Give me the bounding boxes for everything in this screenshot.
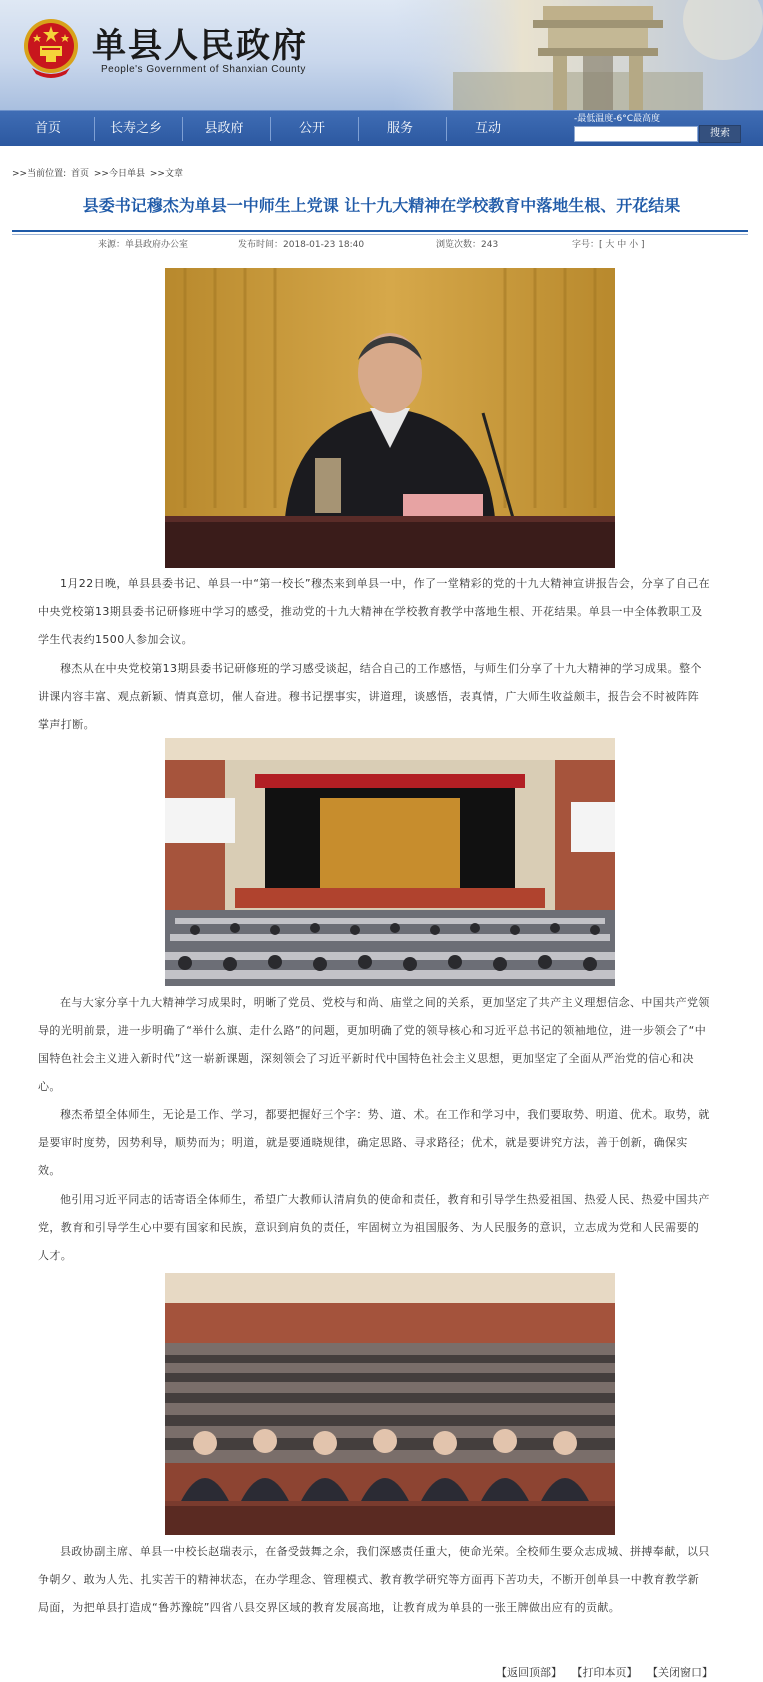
back-to-top-link[interactable]: 【返回顶部】 (496, 1666, 562, 1679)
nav-divider (446, 117, 447, 141)
print-page-link[interactable]: 【打印本页】 (571, 1666, 638, 1679)
nav-item-public[interactable]: 公开 (298, 121, 325, 136)
nav-divider (270, 117, 271, 141)
article-paragraph: 1月22日晚，单县县委书记、单县一中“第一校长”穆杰来到单县一中，作了一堂精彩的党的十九大精神宣讲报告会，分享了自己在中央党校第13期县委书记研修班中学习的感受，推动党的十九大精神在学校教育教学中落地生根、开花结果。单县一中全体教职工及学生代表约1500人参加会议。 (38, 577, 710, 646)
title-divider-thin (12, 234, 748, 235)
nav-item-service[interactable]: 服务 (386, 121, 413, 136)
national-emblem-icon (22, 16, 80, 80)
article-paragraph: 穆杰希望全体师生，无论是工作、学习，都要把握好三个字：势、道、术。在工作和学习中，我们要取势、明道、优术。取势，就是要审时度势，因势利导，顺势而为；明道，就是要通晓规律，确定思路、寻求路径；优术，就是要讲究方法，善于创新，确保实效。 (38, 1108, 710, 1177)
article-views: 浏览次数：243 (436, 240, 499, 250)
site-subtitle: People's Government of Shanxian County (101, 64, 306, 75)
search-input[interactable] (574, 126, 698, 142)
font-size-control[interactable]: 字号：[ 大 中 小 ] (572, 240, 645, 250)
article-source: 来源：单县政府办公室 (98, 240, 189, 250)
breadcrumb-today-link[interactable]: >>今日单县 (93, 169, 145, 179)
title-divider (12, 230, 748, 232)
article-date: 发布时间：2018-01-23 18:40 (238, 240, 365, 250)
nav-divider (94, 117, 95, 141)
weather-info: -最低温度-6°C最高度 (574, 114, 661, 124)
site-title: 单县人民政府 (92, 26, 308, 66)
search-button[interactable]: 搜索 (699, 125, 741, 143)
nav-item-county-government[interactable]: 县政府 (204, 121, 244, 136)
nav-divider (358, 117, 359, 141)
article-title: 县委书记穆杰为单县一中师生上党课 让十九大精神在学校教育中落地生根、开花结果 (82, 196, 681, 215)
breadcrumb-home-link[interactable]: 首页 (71, 169, 90, 179)
nav-item-longevity[interactable]: 长寿之乡 (109, 121, 162, 136)
article-footer-links (490, 1664, 713, 1680)
site-header (0, 0, 763, 110)
nav-divider (182, 117, 183, 141)
article-paragraph: 他引用习近平同志的话寄语全体师生，希望广大教师认清肩负的使命和责任，教育和引导学生热爱祖国、热爱人民、热爱中国共产党，教育和引导学生心中要有国家和民族，意识到肩负的责任，牢固树立为祖国服务、为人民服务的意识，立志成为党和人民需要的人才。 (38, 1193, 710, 1262)
breadcrumb-label: >>当前位置: (12, 169, 67, 179)
close-window-link[interactable]: 【关闭窗口】 (647, 1666, 713, 1679)
auditorium-photo (165, 738, 615, 986)
breadcrumb (12, 166, 185, 179)
nav-item-interaction[interactable]: 互动 (474, 121, 501, 136)
memorial-arch-banner-image (393, 0, 763, 110)
nav-item-home[interactable]: 首页 (34, 121, 61, 136)
article-paragraph: 县政协副主席、单县一中校长赵瑞表示，在备受鼓舞之余，我们深感责任重大，使命光荣。全校师生要众志成城、拼搏奉献，以只争朝夕、敢为人先、扎实苦干的精神状态，在办学理念、管理模式、教育教学研究等方面再下苦功夫，不断开创单县一中教育教学新局面，为把单县打造成“鲁苏豫皖”四省八县交界区域的教育发展高地，让教育成为单县的一张王牌做出应有的贡献。 (38, 1545, 710, 1614)
article-paragraph: 在与大家分享十九大精神学习成果时，明晰了党员、党校与和尚、庙堂之间的关系，更加坚定了共产主义理想信念、中国共产党领导的光明前景，进一步明确了“举什么旗、走什么路”的问题，更加明确了党的领导核心和习近平总书记的领袖地位，进一步领会了“中国特色社会主义进入新时代”这一崭新课题，深刻领会了习近平新时代中国特色社会主义思想，更加坚定了全面从严治党的信心和决心。 (38, 996, 710, 1093)
breadcrumb-article: >>文章 (149, 169, 183, 179)
speaker-photo (165, 268, 615, 568)
article-paragraph: 穆杰从在中央党校第13期县委书记研修班的学习感受谈起，结合自己的工作感悟，与师生们分享了十九大精神的学习成果。整个讲课内容丰富、观点新颖、情真意切，催人奋进。穆书记摆事实，讲道理，谈感悟，表真情，广大师生收益颇丰，报告会不时被阵阵掌声打断。 (38, 662, 702, 731)
audience-photo (165, 1273, 615, 1535)
